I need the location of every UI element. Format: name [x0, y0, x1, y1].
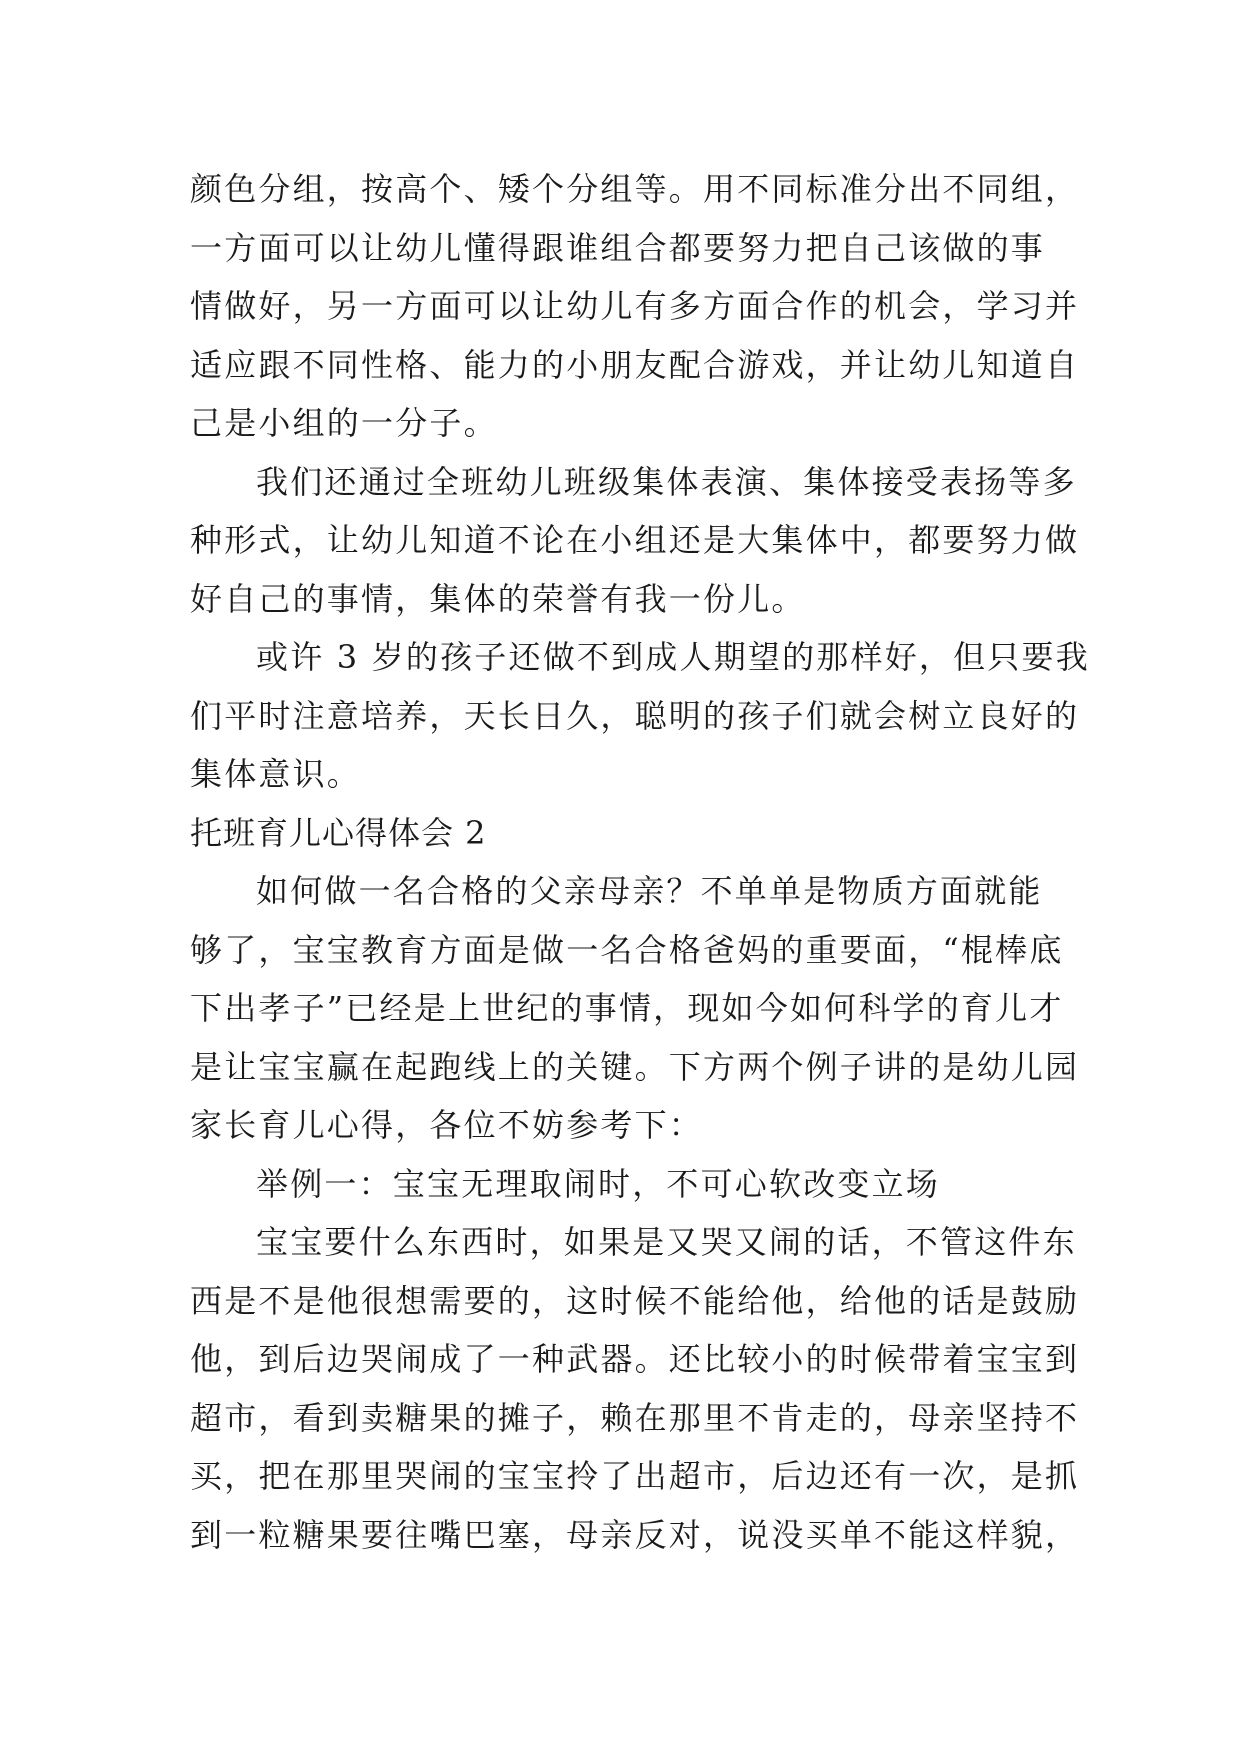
text-line: 一方面可以让幼儿懂得跟谁组合都要努力把自己该做的事 [190, 228, 1046, 267]
text-line: 超市，看到卖糖果的摊子，赖在那里不肯走的，母亲坚持不 [190, 1398, 1080, 1437]
text-line: 到一粒糖果要往嘴巴塞，母亲反对，说没买单不能这样貌， [190, 1515, 1080, 1554]
text-line: 们平时注意培养，天长日久，聪明的孩子们就会树立良好的 [190, 696, 1080, 735]
text-line: 颜色分组，按高个、矮个分组等。用不同标准分出不同组， [190, 170, 1080, 208]
paragraph-start-line: 宝宝要什么东西时，如果是又哭又闹的话，不管这件东 [256, 1223, 1077, 1261]
text-line: 够了，宝宝教育方面是做一名合格爸妈的重要面，“棍棒底 [190, 930, 1064, 969]
text-line: 下出孝子”已经是上世纪的事情，现如今如何科学的育儿才 [190, 989, 1064, 1027]
example-heading: 举例一：宝宝无理取闹时，不可心软改变立场 [256, 1164, 941, 1203]
paragraph-start-line: 或许 3 岁的孩子还做不到成人期望的那样好，但只要我 [256, 638, 1090, 676]
text-line: 情做好，另一方面可以让幼儿有多方面合作的机会，学习并 [190, 287, 1080, 325]
section-heading: 托班育儿心得体会 2 [190, 813, 487, 852]
text-line: 是让宝宝赢在起跑线上的关键。下方两个例子讲的是幼儿园 [190, 1047, 1080, 1086]
text-line: 西是不是他很想需要的，这时候不能给他，给他的话是鼓励 [190, 1281, 1080, 1320]
text-line: 好自己的事情，集体的荣誉有我一份儿。 [190, 579, 806, 618]
text-line: 适应跟不同性格、能力的小朋友配合游戏，并让幼儿知道自 [190, 345, 1080, 384]
text-line: 种形式，让幼儿知道不论在小组还是大集体中，都要努力做 [190, 521, 1080, 559]
text-line: 买，把在那里哭闹的宝宝拎了出超市，后边还有一次，是抓 [190, 1457, 1080, 1495]
text-line: 己是小组的一分子。 [190, 404, 498, 442]
paragraph-start-line: 如何做一名合格的父亲母亲？不单单是物质方面就能 [256, 872, 1043, 910]
text-line: 他，到后边哭闹成了一种武器。还比较小的时候带着宝宝到 [190, 1340, 1080, 1378]
document-body [190, 160, 1090, 1564]
text-line: 集体意识。 [190, 755, 362, 793]
text-line: 家长育儿心得，各位不妨参考下： [190, 1106, 704, 1144]
paragraph-start-line: 我们还通过全班幼儿班级集体表演、集体接受表扬等多 [256, 462, 1077, 501]
